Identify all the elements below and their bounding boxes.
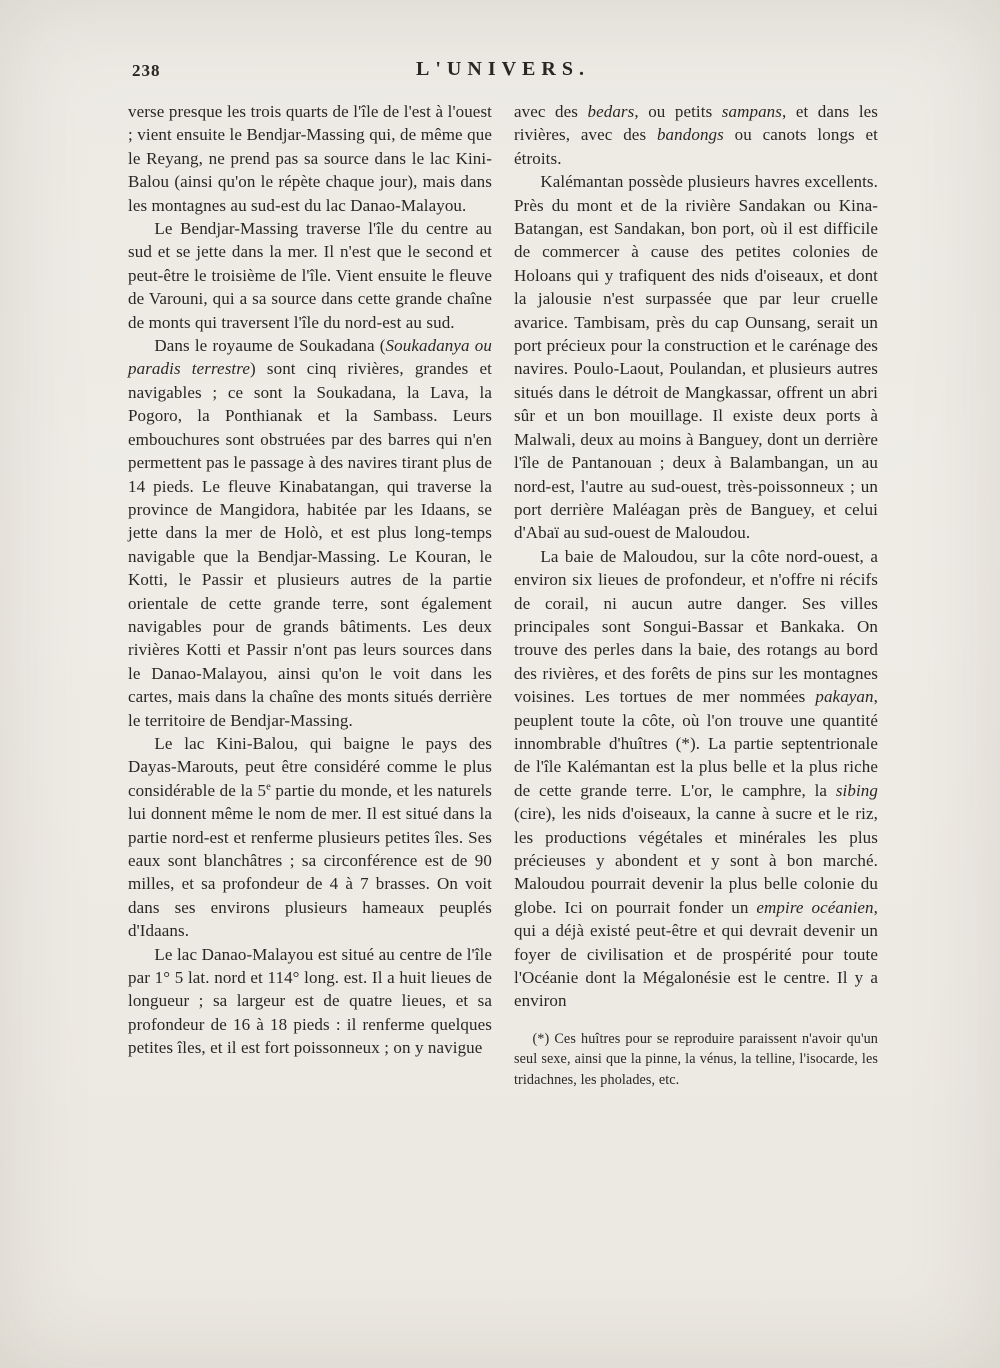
text-run: , qui a déjà existé peut-être et qui devrait devenir un foyer de civilisation et de prospérité pour toute l'Océanie dont la Mégalonésie est le centre. Il y a environ bbox=[514, 897, 878, 1011]
running-head bbox=[128, 58, 878, 84]
paragraph bbox=[514, 100, 878, 170]
right-column bbox=[514, 100, 878, 1090]
text-run: Le Bendjar-Massing traverse l'île du centre au sud et se jette dans la mer. Il n'est que le second et peut-être le troisième de l'île. Vient ensuite le fleuve de Varouni, qui a sa source dans cette grande chaîne de monts qui traversent l'île du nord-est au sud. bbox=[128, 219, 492, 332]
footnote bbox=[514, 1029, 878, 1090]
text-run: partie du monde, et les naturels lui donnent même le nom de mer. Il est situé dans la partie nord-est et renferme plusieurs petites îles. Ses eaux sont blanchâtres ; sa circonférence est de 90 milles, et sa profondeur de 4 à 7 brasses. On voit dans ses environs plusieurs hameaux peuplés d'Idaans. bbox=[128, 780, 493, 941]
paragraph bbox=[514, 1029, 878, 1090]
paragraph bbox=[128, 732, 492, 943]
text-run: (*) Ces huîtres pour se reproduire paraissent n'avoir qu'un seul sexe, ainsi que la pinne, la vénus, la telline, l'isocarde, les tridachnes, les pholades, etc. bbox=[514, 1030, 878, 1088]
page-title: L'UNIVERS. bbox=[416, 58, 590, 80]
text-run: (cire), les nids d'oiseaux, la canne à sucre et le riz, les productions végétales et minérales les plus précieuses y abondent et y sont à bon marché. Maloudou pourrait devenir la plus belle colonie du globe. Ici on pourrait fonder un bbox=[514, 804, 878, 917]
text-run: , ou petits bbox=[634, 102, 722, 121]
left-column bbox=[128, 100, 492, 1090]
paragraph bbox=[128, 334, 492, 732]
italic-term: sampans bbox=[721, 102, 782, 121]
text-body bbox=[128, 100, 878, 1090]
superscript: e bbox=[266, 781, 271, 793]
paragraph bbox=[514, 545, 878, 1013]
paragraph bbox=[514, 170, 878, 545]
text-run: Le lac Danao-Malayou est situé au centre de l'île par 1° 5 lat. nord et 114° long. est. Il a huit lieues de longueur ; sa largeur est de quatre lieues, et sa profondeur de 16 à 18 pieds : il renferme quelques petites îles, et il est fort poissonneux ; on y navigue bbox=[128, 944, 492, 1058]
paragraph bbox=[128, 943, 492, 1060]
italic-term: Soukadanya ou paradis terrestre bbox=[128, 336, 492, 379]
italic-term: sibing bbox=[835, 780, 878, 800]
italic-term: empire océanien bbox=[756, 897, 874, 917]
text-run: Le lac Kini-Balou, qui baigne le pays des Dayas-Marouts, peut être considéré comme le plus considérable de la 5 bbox=[128, 733, 492, 800]
italic-term: bandongs bbox=[656, 125, 724, 145]
text-run: ou canots longs et étroits. bbox=[514, 125, 878, 168]
right-column-text bbox=[514, 100, 878, 1013]
text-run: ) sont cinq rivières, grandes et navigables ; ce sont la Soukadana, la Lava, la Pogoro, la Ponthianak et la Sambass. Leurs embouchures sont obstruées par des barres qui n'en permettent pas le passage à des navires tirant plus de 14 pieds. Le fleuve Kinabatangan, qui traverse la province de Mangidora, habitée par les Idaans, se jette dans la mer de Holò, et est plus long-temps navigable que la Bendjar-Massing. Le Kouran, le Kotti, le Passir et plusieurs autres de la partie orientale de cette grande terre, sont également navigables pour de grands bâtiments. Les deux rivières Kotti et Passir n'ont pas leurs sources dans le Danao-Malayou, ainsi qu'on le voit dans les cartes, mais dans la chaîne des monts situés derrière le territoire de Bendjar-Massing. bbox=[128, 359, 492, 730]
text-run: La baie de Maloudou, sur la côte nord-ouest, a environ six lieues de profondeur, et n'offre ni récifs de corail, ni aucun autre danger. Ses villes principales sont Songui-Bassar et Bankaka. On trouve des perles dans la baie, des rotangs au bord des rivières, et des forêts de pins sur les montagnes voisines. Les tortues de mer nommées bbox=[514, 546, 878, 707]
paragraph bbox=[128, 100, 492, 217]
page-number: 238 bbox=[132, 61, 161, 80]
text-run: avec des bbox=[514, 102, 588, 121]
text-run: , peuplent toute la côte, où l'on trouve une quantité innombrable d'huîtres (*). La partie septentrionale de l'île Kalémantan est la plus belle et la plus riche de cette grande terre. L'or, le camphre, la bbox=[514, 687, 878, 800]
text-run: Kalémantan possède plusieurs havres excellents. Près du mont et de la rivière Sandakan ou Kina-Batangan, est Sandakan, bon port, où il est difficile de commercer à cause des petites colonies de Holoans qui y trafiquent des nids d'oiseaux, et dont la jalousie n'est surpassée que par leur cruelle avarice. Tambisam, près du cap Ounsang, serait un port précieux pour la construction et le carénage des navires. Poulo-Laout, Poulandan, et plusieurs autres situés dans le détroit de Mangkassar, offrent un abri sûr et un bon mouillage. Il existe deux ports à Malwali, deux au moins à Banguey, dont un derrière l'île de Pantanouan ; deux à Balambangan, un au nord-est, l'autre au sud-ouest, très-poissonneux ; un port derrière Maléagan près de Banguey, et celui d'Abaï au sud-ouest de Maloudou. bbox=[514, 172, 878, 543]
italic-term: pakayan bbox=[815, 687, 874, 707]
text-run: Dans le royaume de Soukadana ( bbox=[154, 336, 386, 356]
text-run: verse presque les trois quarts de l'île de l'est à l'ouest ; vient ensuite le Bendjar-Massing qui, de même que le Reyang, ne prend pas sa source dans le lac Kini-Balou (ainsi qu'on le répète chaque jour), mais dans les montagnes au sud-est du lac Danao-Malayou. bbox=[128, 102, 492, 215]
text-run: , et dans les rivières, avec des bbox=[514, 102, 879, 145]
paragraph bbox=[128, 217, 492, 334]
italic-term: bedars bbox=[587, 102, 635, 121]
